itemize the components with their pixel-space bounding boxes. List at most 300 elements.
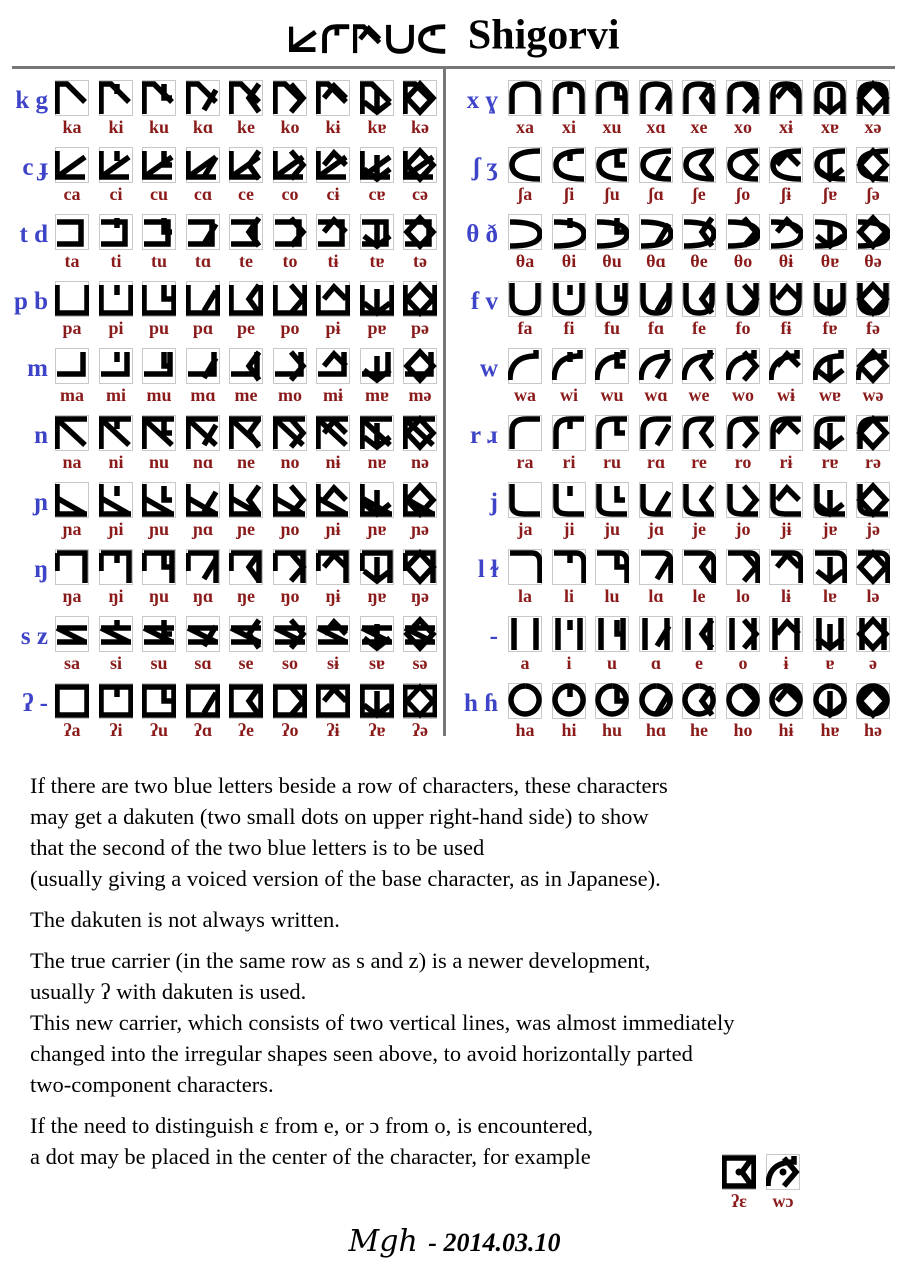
syllable-glyph bbox=[856, 147, 890, 183]
syllable-label: kə bbox=[411, 117, 429, 137]
syllable-glyph bbox=[552, 348, 586, 384]
paragraph-line: This new carrier, which consists of two vertical lines, was almost immediately bbox=[30, 1010, 735, 1035]
syllable-glyph bbox=[508, 683, 542, 719]
syllable-label: sɑ bbox=[194, 653, 212, 673]
example-label: ʔɛ bbox=[731, 1191, 747, 1211]
syllable-label: pa bbox=[62, 318, 82, 338]
syllable-cell bbox=[508, 415, 542, 472]
syllable-glyph bbox=[769, 147, 803, 183]
syllable-cell bbox=[726, 482, 760, 539]
syllable-label: su bbox=[150, 653, 168, 673]
syllable-cell bbox=[508, 281, 542, 338]
syllable-glyph bbox=[726, 482, 760, 518]
syllable-cell bbox=[595, 683, 629, 740]
syllable-glyph bbox=[508, 80, 542, 116]
syllable-label: so bbox=[281, 653, 298, 673]
consonant-label: θ ð bbox=[466, 221, 498, 248]
syllable-glyph bbox=[682, 482, 716, 518]
syllable-glyph bbox=[813, 683, 847, 719]
syllable-glyph bbox=[595, 214, 629, 250]
syllable-cell bbox=[595, 214, 629, 271]
syllable-glyph bbox=[508, 214, 542, 250]
syllable-cell bbox=[552, 147, 586, 204]
syllable-label: ʃɨ bbox=[780, 184, 792, 204]
syllable-glyph bbox=[769, 348, 803, 384]
syllable-cell bbox=[856, 549, 890, 606]
syllable-cell bbox=[769, 683, 803, 740]
paragraph-line: The dakuten is not always written. bbox=[30, 907, 340, 932]
syllable-label: o bbox=[738, 653, 748, 673]
syllable-cell bbox=[726, 348, 760, 405]
syllable-label: fɑ bbox=[647, 318, 665, 338]
syllable-cell bbox=[508, 683, 542, 740]
syllable-cell bbox=[595, 415, 629, 472]
syllable-label: hi bbox=[561, 720, 577, 740]
syllable-label: ʃi bbox=[563, 184, 575, 204]
syllable-cell bbox=[813, 281, 847, 338]
syllable-label: θɑ bbox=[646, 251, 666, 271]
syllable-label: ʔɐ bbox=[368, 720, 386, 740]
syllable-cell bbox=[682, 616, 716, 673]
syllable-label: ha bbox=[515, 720, 535, 740]
syllable-glyph bbox=[813, 281, 847, 317]
consonant-label: p b bbox=[13, 288, 48, 315]
syllable-glyph bbox=[769, 80, 803, 116]
syllabary-row bbox=[0, 214, 909, 274]
syllable-label: ɲe bbox=[237, 519, 255, 539]
syllable-glyph bbox=[639, 80, 673, 116]
syllable-label: co bbox=[281, 184, 299, 204]
syllable-label: tɐ bbox=[369, 251, 385, 271]
syllable-label: lu bbox=[604, 586, 620, 606]
syllable-label: ru bbox=[603, 452, 621, 472]
syllable-label: sa bbox=[63, 653, 80, 673]
consonant-label: h ɦ bbox=[463, 690, 498, 717]
syllable-glyph bbox=[552, 214, 586, 250]
syllable-label: ta bbox=[64, 251, 80, 271]
syllable-glyph bbox=[595, 147, 629, 183]
syllable-label: θe bbox=[690, 251, 708, 271]
syllable-cell bbox=[552, 683, 586, 740]
syllable-glyph bbox=[769, 281, 803, 317]
syllable-label: lo bbox=[735, 586, 750, 606]
syllable-glyph bbox=[856, 683, 890, 719]
syllable-glyph bbox=[856, 281, 890, 317]
syllable-label: ʔə bbox=[412, 720, 428, 740]
paragraph bbox=[30, 945, 890, 1100]
syllable-label: ʃɐ bbox=[822, 184, 838, 204]
syllable-cell bbox=[682, 549, 716, 606]
syllable-label: he bbox=[690, 720, 708, 740]
syllable-label: jɨ bbox=[780, 519, 792, 539]
syllable-glyph bbox=[682, 147, 716, 183]
syllable-label: we bbox=[688, 385, 710, 405]
syllable-cell bbox=[813, 147, 847, 204]
syllable-label: θu bbox=[602, 251, 622, 271]
syllable-label: a bbox=[520, 653, 530, 673]
syllable-cell bbox=[639, 482, 673, 539]
signature-mark: Mgh bbox=[348, 1224, 418, 1259]
syllable-cell bbox=[682, 281, 716, 338]
syllable-label: ʃa bbox=[517, 184, 533, 204]
syllable-glyph bbox=[726, 348, 760, 384]
syllable-label: rə bbox=[865, 452, 881, 472]
syllable-label: ri bbox=[562, 452, 576, 472]
example-label: wɔ bbox=[772, 1191, 794, 1211]
paragraph bbox=[30, 770, 890, 894]
syllable-glyph bbox=[595, 482, 629, 518]
syllable-cell bbox=[595, 482, 629, 539]
syllable-cell bbox=[856, 348, 890, 405]
syllable-label: jɐ bbox=[822, 519, 838, 539]
signature-separator: - bbox=[421, 1228, 444, 1257]
syllable-label: e bbox=[695, 653, 703, 673]
syllable-label: θi bbox=[561, 251, 577, 271]
syllable-label: xɐ bbox=[821, 117, 839, 137]
syllable-cell bbox=[639, 616, 673, 673]
syllable-label: ʔɑ bbox=[193, 720, 213, 740]
syllable-label: lɐ bbox=[822, 586, 837, 606]
syllable-cell bbox=[508, 348, 542, 405]
syllable-label: ti bbox=[110, 251, 122, 271]
syllable-glyph bbox=[682, 348, 716, 384]
syllable-label: ku bbox=[148, 117, 170, 137]
syllable-label: ja bbox=[517, 519, 533, 539]
syllable-label: fə bbox=[866, 318, 880, 338]
syllable-glyph bbox=[552, 147, 586, 183]
syllable-label: nɨ bbox=[325, 452, 341, 472]
consonant-label: w bbox=[479, 355, 498, 382]
syllable-glyph bbox=[508, 482, 542, 518]
syllable-label: cɨ bbox=[326, 184, 340, 204]
syllabary-row bbox=[0, 348, 909, 408]
syllable-cell bbox=[552, 482, 586, 539]
syllable-label: pə bbox=[411, 318, 429, 338]
syllable-label: si bbox=[109, 653, 122, 673]
paragraph-line: may get a dakuten (two small dots on upper right-hand side) to show bbox=[30, 804, 649, 829]
syllable-glyph bbox=[682, 549, 716, 585]
syllabary-row bbox=[0, 147, 909, 207]
explanation-text bbox=[30, 770, 890, 1182]
paragraph-line: If the need to distinguish ɛ from e, or ɔ from o, is encountered, bbox=[30, 1113, 594, 1138]
syllable-label: ɲu bbox=[148, 519, 170, 539]
syllable-label: ho bbox=[733, 720, 753, 740]
syllable-glyph bbox=[552, 281, 586, 317]
syllable-glyph bbox=[813, 348, 847, 384]
syllable-cell bbox=[552, 348, 586, 405]
syllable-glyph bbox=[813, 549, 847, 585]
syllable-label: jɑ bbox=[647, 519, 665, 539]
signature bbox=[0, 1224, 909, 1259]
syllable-glyph bbox=[552, 549, 586, 585]
syllable-cell bbox=[813, 348, 847, 405]
syllable-cell bbox=[552, 80, 586, 137]
syllable-label: ɲa bbox=[62, 519, 82, 539]
syllable-glyph bbox=[682, 415, 716, 451]
syllable-label: wɑ bbox=[644, 385, 668, 405]
consonant-label: ŋ bbox=[34, 556, 48, 583]
syllable-label: nu bbox=[148, 452, 170, 472]
title-script-glyphs bbox=[289, 7, 449, 63]
syllable-label: xi bbox=[561, 117, 576, 137]
example-glyph-svg bbox=[766, 1154, 800, 1190]
syllable-label: ra bbox=[516, 452, 534, 472]
syllable-label: kɐ bbox=[367, 117, 387, 137]
syllable-cell bbox=[682, 147, 716, 204]
syllable-label: ʔɨ bbox=[326, 720, 340, 740]
syllable-label: xɑ bbox=[646, 117, 666, 137]
syllable-cell bbox=[595, 549, 629, 606]
syllable-glyph bbox=[769, 482, 803, 518]
syllable-glyph bbox=[769, 415, 803, 451]
syllable-cell bbox=[595, 147, 629, 204]
syllable-cell bbox=[769, 616, 803, 673]
syllable-cell bbox=[726, 616, 760, 673]
title-glyph bbox=[353, 23, 383, 55]
syllable-label: xu bbox=[602, 117, 622, 137]
syllable-label: ʃo bbox=[735, 184, 751, 204]
syllable-cell bbox=[682, 415, 716, 472]
syllable-glyph bbox=[856, 616, 890, 652]
syllable-cell bbox=[813, 214, 847, 271]
syllable-label: tu bbox=[150, 251, 167, 271]
syllable-label: ro bbox=[734, 452, 752, 472]
syllable-cell bbox=[769, 348, 803, 405]
syllable-glyph bbox=[856, 549, 890, 585]
syllable-glyph bbox=[508, 549, 542, 585]
syllable-label: te bbox=[239, 251, 253, 271]
syllable-label: fa bbox=[517, 318, 533, 338]
syllable-glyph bbox=[552, 482, 586, 518]
syllable-label: ɲə bbox=[411, 519, 429, 539]
syllable-glyph bbox=[813, 80, 847, 116]
syllable-label: to bbox=[282, 251, 298, 271]
syllable-glyph bbox=[595, 415, 629, 451]
syllable-cell bbox=[552, 616, 586, 673]
syllable-glyph bbox=[813, 147, 847, 183]
consonant-label: ʃ ʒ bbox=[472, 154, 498, 181]
consonant-label: ɲ bbox=[34, 489, 48, 516]
syllable-glyph bbox=[508, 415, 542, 451]
syllable-glyph bbox=[595, 348, 629, 384]
paragraph-line: a dot may be placed in the center of the character, for example bbox=[30, 1144, 591, 1169]
syllable-label: ke bbox=[237, 117, 255, 137]
syllable-label: ŋə bbox=[411, 586, 429, 606]
syllable-label: xe bbox=[690, 117, 708, 137]
syllable-cell bbox=[856, 281, 890, 338]
syllable-cell bbox=[813, 549, 847, 606]
syllable-label: re bbox=[691, 452, 707, 472]
syllable-glyph bbox=[769, 214, 803, 250]
syllable-label: kɑ bbox=[192, 117, 214, 137]
consonant-label: ʔ - bbox=[22, 690, 48, 717]
syllable-glyph bbox=[639, 348, 673, 384]
syllable-glyph bbox=[813, 616, 847, 652]
syllable-cell bbox=[595, 80, 629, 137]
syllabary-row bbox=[0, 616, 909, 676]
syllable-cell bbox=[552, 214, 586, 271]
syllable-label: ə bbox=[869, 653, 877, 673]
syllable-label: pe bbox=[237, 318, 255, 338]
syllable-label: xɨ bbox=[778, 117, 793, 137]
syllable-label: tɑ bbox=[194, 251, 212, 271]
syllable-label: cɐ bbox=[368, 184, 386, 204]
syllable-cell bbox=[769, 147, 803, 204]
syllable-cell bbox=[726, 281, 760, 338]
paragraph-line: (usually giving a voiced version of the base character, as in Japanese). bbox=[30, 866, 661, 891]
syllable-glyph bbox=[552, 616, 586, 652]
syllable-label: no bbox=[280, 452, 300, 472]
syllable-cell bbox=[813, 415, 847, 472]
syllable-label: wo bbox=[732, 385, 754, 405]
syllable-cell bbox=[856, 80, 890, 137]
syllable-glyph bbox=[769, 549, 803, 585]
syllable-glyph bbox=[726, 549, 760, 585]
paragraph-line: If there are two blue letters beside a row of characters, these characters bbox=[30, 773, 668, 798]
syllable-glyph bbox=[856, 348, 890, 384]
syllabary-row bbox=[0, 482, 909, 542]
syllable-cell bbox=[769, 549, 803, 606]
syllable-cell bbox=[639, 214, 673, 271]
paragraph-line: The true carrier (in the same row as s and z) is a newer development, bbox=[30, 948, 651, 973]
syllable-label: sə bbox=[412, 653, 428, 673]
syllable-label: ki bbox=[108, 117, 124, 137]
syllable-label: sɐ bbox=[368, 653, 385, 673]
syllable-label: rɐ bbox=[821, 452, 839, 472]
syllable-label: lə bbox=[866, 586, 880, 606]
syllable-label: xə bbox=[864, 117, 882, 137]
title-text: Shigorvi bbox=[467, 12, 620, 59]
syllable-label: sɨ bbox=[326, 653, 339, 673]
syllable-label: ca bbox=[63, 184, 81, 204]
syllable-label: wi bbox=[560, 385, 578, 405]
syllable-label: cə bbox=[412, 184, 428, 204]
syllable-label: u bbox=[606, 653, 617, 673]
syllable-label: mɐ bbox=[365, 385, 389, 405]
syllable-label: ʔi bbox=[109, 720, 123, 740]
syllable-cell bbox=[639, 147, 673, 204]
syllable-cell bbox=[726, 147, 760, 204]
syllable-cell bbox=[813, 80, 847, 137]
syllable-cell bbox=[856, 214, 890, 271]
signature-date: 2014.03.10 bbox=[443, 1228, 561, 1257]
syllable-label: ŋa bbox=[62, 586, 82, 606]
syllable-cell bbox=[769, 482, 803, 539]
syllable-label: cɑ bbox=[193, 184, 213, 204]
syllable-label: rɨ bbox=[779, 452, 793, 472]
syllable-glyph bbox=[552, 80, 586, 116]
syllable-label: ʔu bbox=[150, 720, 168, 740]
syllable-label: rɑ bbox=[646, 452, 666, 472]
syllable-glyph bbox=[639, 482, 673, 518]
syllable-glyph bbox=[856, 80, 890, 116]
syllable-label: fi bbox=[563, 318, 575, 338]
syllable-label: ʔa bbox=[63, 720, 81, 740]
syllable-label: ju bbox=[603, 519, 620, 539]
syllable-label: tɨ bbox=[327, 251, 339, 271]
syllable-label: hɑ bbox=[645, 720, 667, 740]
syllable-label: ce bbox=[238, 184, 254, 204]
syllable-label: ci bbox=[109, 184, 123, 204]
syllable-cell bbox=[508, 147, 542, 204]
syllable-cell bbox=[682, 683, 716, 740]
syllable-cell bbox=[726, 214, 760, 271]
syllable-cell bbox=[856, 616, 890, 673]
syllable-label: ne bbox=[237, 452, 255, 472]
syllable-cell bbox=[552, 415, 586, 472]
paragraph-line: usually ʔ with dakuten is used. bbox=[30, 979, 307, 1004]
paragraph bbox=[30, 1110, 890, 1172]
syllable-label: ɲo bbox=[280, 519, 300, 539]
title-divider bbox=[12, 66, 895, 69]
consonant-label: j bbox=[489, 489, 498, 516]
syllable-cell bbox=[726, 415, 760, 472]
syllable-glyph bbox=[726, 147, 760, 183]
consonant-label: x ɣ bbox=[466, 87, 498, 114]
syllable-label: θɨ bbox=[778, 251, 794, 271]
syllabary-row bbox=[0, 415, 909, 475]
title-glyph bbox=[321, 23, 351, 55]
syllable-glyph bbox=[769, 616, 803, 652]
title-glyph bbox=[385, 23, 415, 55]
consonant-label: n bbox=[34, 422, 48, 449]
syllable-label: hu bbox=[601, 720, 623, 740]
syllable-label: lɑ bbox=[648, 586, 664, 606]
syllable-label: me bbox=[234, 385, 258, 405]
syllable-glyph bbox=[856, 415, 890, 451]
paragraph-line: two-component characters. bbox=[30, 1072, 274, 1097]
syllable-glyph bbox=[726, 683, 760, 719]
syllable-glyph bbox=[508, 281, 542, 317]
syllable-label: ka bbox=[62, 117, 82, 137]
syllable-label: ɐ bbox=[825, 653, 835, 673]
syllable-label: pɐ bbox=[367, 318, 387, 338]
syllable-glyph bbox=[595, 683, 629, 719]
syllable-label: ɲi bbox=[108, 519, 124, 539]
consonant-label: k g bbox=[15, 87, 48, 114]
consonant-label: r ɹ bbox=[470, 422, 498, 449]
syllable-label: ŋɑ bbox=[192, 586, 214, 606]
syllable-glyph bbox=[682, 683, 716, 719]
syllable-label: lɨ bbox=[780, 586, 791, 606]
syllable-label: la bbox=[517, 586, 532, 606]
syllable-glyph bbox=[552, 415, 586, 451]
consonant-label: l ɫ bbox=[477, 556, 498, 583]
syllable-label: fɨ bbox=[780, 318, 792, 338]
syllable-glyph bbox=[682, 80, 716, 116]
syllabary-row bbox=[0, 549, 909, 609]
syllable-cell bbox=[726, 80, 760, 137]
syllable-cell bbox=[508, 482, 542, 539]
syllable-label: cu bbox=[150, 184, 168, 204]
syllable-cell bbox=[726, 549, 760, 606]
syllable-label: nɑ bbox=[192, 452, 214, 472]
syllable-label: θə bbox=[864, 251, 882, 271]
syllable-glyph bbox=[508, 147, 542, 183]
syllable-label: nə bbox=[411, 452, 429, 472]
syllable-label: tə bbox=[413, 251, 427, 271]
syllable-label: mɨ bbox=[323, 385, 343, 405]
syllable-label: na bbox=[62, 452, 82, 472]
syllable-label: ɲɐ bbox=[367, 519, 387, 539]
syllable-cell bbox=[639, 348, 673, 405]
title-glyph bbox=[289, 23, 319, 55]
syllable-label: hə bbox=[864, 720, 882, 740]
syllable-label: jo bbox=[735, 519, 751, 539]
syllable-label: mə bbox=[408, 385, 432, 405]
syllable-label: po bbox=[280, 318, 300, 338]
syllable-label: je bbox=[692, 519, 706, 539]
